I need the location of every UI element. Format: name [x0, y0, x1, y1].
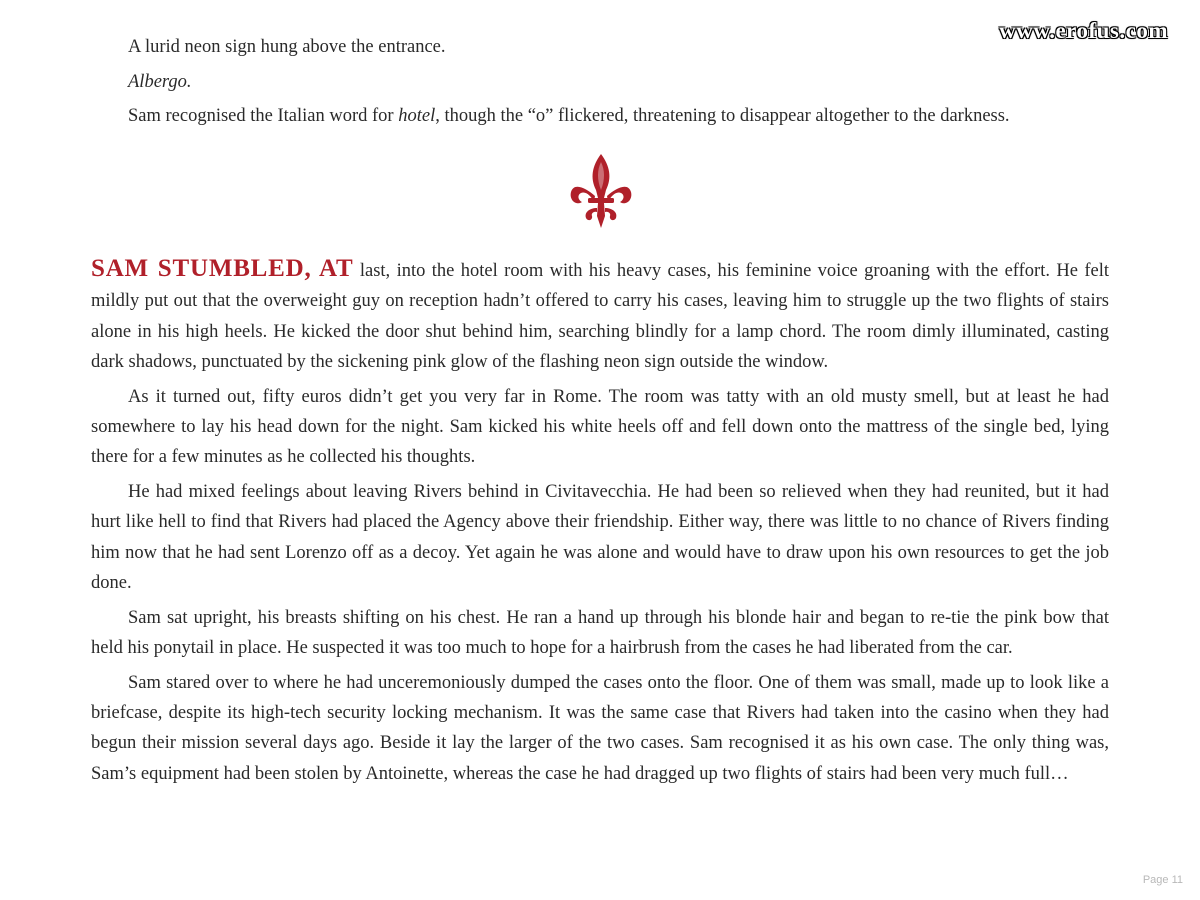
- fleur-de-lis-icon: [568, 152, 634, 230]
- paragraph: [128, 99, 1128, 134]
- paragraph: Sam stared over to where he had unceremoniously dumped the cases onto the floor. One of them was small, made up to look like a briefcase, despite its high-tech security locking mechanism. It was the same case that Rivers had taken into the casino when they had begun their mission several days ago. Beside it lay the larger of the two cases. Sam recognised it as his own case. The only thing was, Sam’s equipment had been stolen by Antoinette, whereas the case he had dragged up two flights of stairs had been very much full…: [91, 672, 1109, 784]
- page-number: Page 11: [1142, 874, 1183, 886]
- paragraph: Sam sat upright, his breasts shifting on his chest. He ran a hand up through his blonde hair and began to re-tie the pink bow that held his ponytail in place. He suspected it was too much to hope for a hairbrush from the cases he had liberated from the car.: [91, 607, 1109, 659]
- text-run: , though the “o” flickered, threatening to disappear altogether to the darkness.: [435, 106, 1010, 126]
- paragraph: As it turned out, fifty euros didn’t get you very far in Rome. The room was tatty with an old musty smell, but at least he had somewhere to lay his head down for the night. Sam kicked his white heels off and fell down onto the mattress of the single bed, lying there for a few minutes as he collected his thoughts.: [91, 386, 1109, 468]
- paragraph: A lurid neon sign hung above the entrance.: [128, 37, 446, 57]
- paragraph-italic: Albergo.: [128, 71, 192, 92]
- lead-in-caps: SAM STUMBLED, AT: [91, 255, 354, 282]
- paragraph: [91, 254, 1109, 377]
- paragraph: He had mixed feelings about leaving Rivers behind in Civitavecchia. He had been so relieved when they had reunited, but it had hurt like hell to find that Rivers had placed the Agency above their friendship. Either way, there was little to no chance of Rivers finding him now that he had sent Lorenzo off as a decoy. Yet again he was alone and would have to draw upon his own resources to get the job done.: [91, 482, 1109, 593]
- text-run: last, into the hotel room with his heavy cases, his feminine voice groaning with the effort. He felt mildly put out that the overweight guy on reception hadn’t offered to carry his cases, leaving him to struggle up the two flights of stairs alone in his high heels. He kicked the door shut behind him, searching blindly for a lamp chord. The room dimly illuminated, casting dark shadows, punctuated by the sickening pink glow of the flashing neon sign outside the window.: [91, 261, 1109, 372]
- intro-block: [128, 30, 1128, 134]
- italic-word: hotel: [398, 106, 436, 126]
- watermark: www.erofus.com: [999, 18, 1168, 43]
- text-run: Sam recognised the Italian word for: [128, 106, 399, 126]
- chapter-body: [91, 254, 1109, 794]
